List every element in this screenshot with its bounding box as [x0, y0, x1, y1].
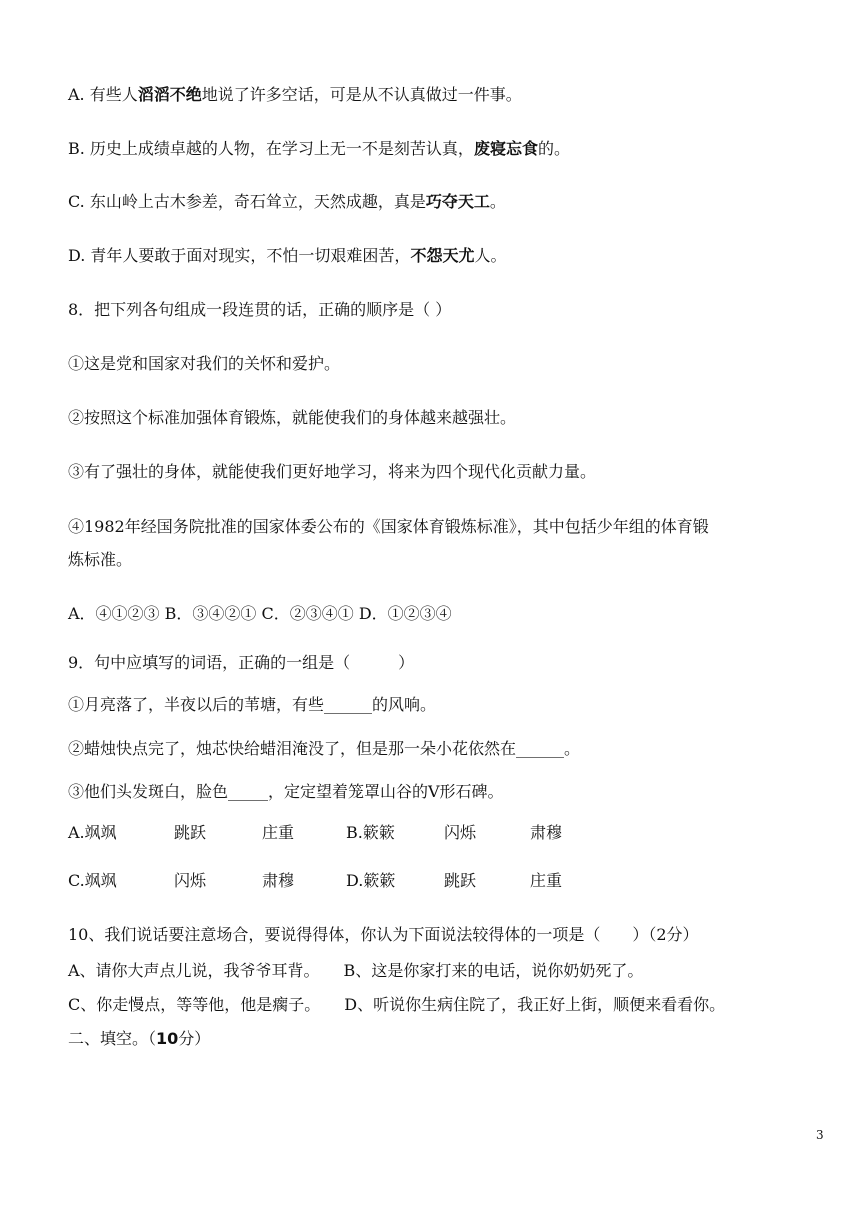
page-number: 3	[816, 1128, 824, 1142]
option-idiom: 滔滔不绝	[137, 85, 202, 104]
q9-question: 9．句中应填写的词语，正确的一组是（ ）	[68, 653, 415, 672]
q7-option-b	[68, 139, 570, 159]
q8-sentence-4-cont: 炼标准。	[68, 550, 133, 569]
section-2-heading	[68, 1029, 210, 1049]
q9-option: 闪烁	[444, 823, 477, 842]
section-points: 10	[156, 1029, 179, 1048]
option-idiom: 巧夺天工	[425, 192, 490, 211]
q7-option-a	[68, 85, 522, 105]
q7-option-c	[68, 192, 506, 212]
q8-question: 8．把下列各句组成一段连贯的话，正确的顺序是（ ）	[68, 300, 452, 319]
option-text: A. 有些人	[68, 85, 138, 104]
option-text: 人。	[474, 246, 507, 265]
q9-sentence-1: ①月亮落了，半夜以后的苇塘，有些______的风响。	[68, 695, 437, 714]
q10-options-ab: A、请你大声点儿说，我爷爷耳背。 B、这是你家打来的电话，说你奶奶死了。	[68, 961, 644, 980]
q9-option: 肃穆	[262, 871, 295, 890]
q8-options: A．④①②③ B．③④②① C．②③④① D．①②③④	[68, 604, 452, 623]
q9-sentence-2: ②蜡烛快点完了，烛芯快给蜡泪淹没了，但是那一朵小花依然在______。	[68, 739, 581, 758]
q8-sentence-1: ①这是党和国家对我们的关怀和爱护。	[68, 354, 341, 373]
option-text: 。	[489, 192, 506, 211]
option-idiom: 不怨天尤	[410, 246, 475, 265]
option-text: 地说了许多空话，可是从不认真做过一件事。	[201, 85, 522, 104]
option-text: D. 青年人要敢于面对现实，不怕一切艰难困苦，	[68, 246, 411, 265]
q7-option-d	[68, 246, 506, 266]
q9-option: 肃穆	[530, 823, 563, 842]
q9-option: 闪烁	[174, 871, 207, 890]
option-text: 的。	[537, 139, 570, 158]
option-text: C. 东山岭上古木参差，奇石耸立，天然成趣，真是	[68, 192, 426, 211]
q8-sentence-2: ②按照这个标准加强体育锻炼，就能使我们的身体越来越强壮。	[68, 408, 517, 427]
section-label: 二、填空。（	[68, 1029, 157, 1048]
q8-sentence-3: ③有了强壮的身体，就能使我们更好地学习，将来为四个现代化贡献力量。	[68, 462, 597, 481]
q9-option: 庄重	[262, 823, 295, 842]
q9-option: 庄重	[530, 871, 563, 890]
q10-options-cd: C、你走慢点，等等他，他是瘸子。 D、听说你生病住院了，我正好上街，顺便来看看你。	[68, 995, 726, 1014]
option-text: B. 历史上成绩卓越的人物，在学习上无一不是刻苦认真，	[68, 139, 474, 158]
q9-option: C.飒飒	[68, 871, 117, 890]
q10-question: 10、我们说话要注意场合，要说得得体，你认为下面说法较得体的一项是（ ）（2分）	[68, 925, 699, 944]
q9-sentence-3: ③他们头发斑白，脸色_____，定定望着笼罩山谷的V形石碑。	[68, 782, 504, 801]
q9-option: A.飒飒	[68, 823, 117, 842]
q8-sentence-4: ④1982年经国务院批准的国家体委公布的《国家体育锻炼标准》，其中包括少年组的体育锻	[68, 517, 709, 536]
q9-option: B.簌簌	[346, 823, 395, 842]
option-idiom: 废寝忘食	[473, 139, 538, 158]
section-suffix: 分）	[178, 1029, 211, 1048]
q9-option: 跳跃	[444, 871, 477, 890]
q9-option: D.簌簌	[346, 871, 396, 890]
q9-option: 跳跃	[174, 823, 207, 842]
